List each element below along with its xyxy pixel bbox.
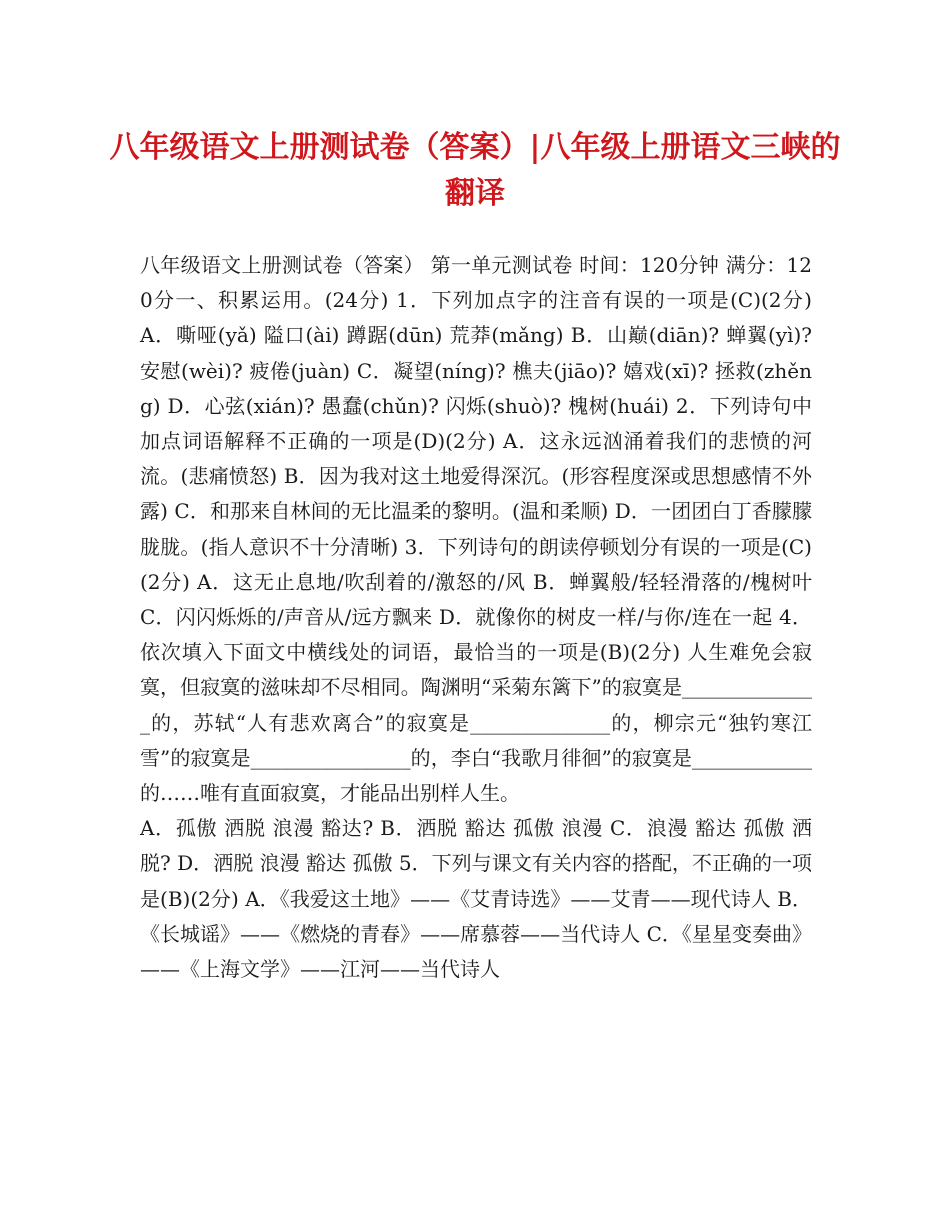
document-body [140, 248, 812, 987]
body-paragraph: 八年级语文上册测试卷（答案） 第一单元测试卷 时间：120分钟 满分：120分一、积累运用。(24分) 1．下列加点字的注音有误的一项是(C)(2分) A．嘶哑(yǎ) 隘口(ài) 蹲踞(dūn) 荒莽(mǎng) B．山巅(diān)? 蝉翼(yì)? 安慰(wèi)? 疲倦(juàn) C．凝望(níng)? 樵夫(jiāo)? 嬉戏(xī)? 拯救(zhěng) D．心弦(xián)? 愚蠢(chǔn)? 闪烁(shuò)? 槐树(huái) 2．下列诗句中加点词语解释不正确的一项是(D)(2分) A．这永远汹涌着我们的悲愤的河流。(悲痛愤怒) B．因为我对这土地爱得深沉。(形容程度深或思想感情不外露) C．和那来自林间的无比温柔的黎明。(温和柔顺) D．一团团白丁香朦朦胧胧。(指人意识不十分清晰) 3．下列诗句的朗读停顿划分有误的一项是(C)(2分) A．这无止息地/吹刮着的/激怒的/风 B．蝉翼般/轻轻滑落的/槐树叶 C．闪闪烁烁的/声音从/远方飘来 D．就像你的树皮一样/与你/连在一起 4．依次填入下面文中横线处的词语，最恰当的一项是(B)(2分) 人生难免会寂寞，但寂寞的滋味却不尽相同。陶渊明“采菊东篱下”的寂寞是______________的，苏轼“人有悲欢离合”的寂寞是______________的，柳宗元“独钓寒江雪”的寂寞是________________的，李白“我歌月徘徊”的寂寞是____________的……唯有直面寂寞，才能品出别样人生。 [140, 253, 812, 806]
document-title: 八年级语文上册测试卷（答案）|八年级上册语文三峡的翻译 [109, 130, 841, 211]
body-paragraph: A．孤傲 洒脱 浪漫 豁达? B．洒脱 豁达 孤傲 浪漫 C．浪漫 豁达 孤傲 洒脱? D．洒脱 浪漫 豁达 孤傲 5．下列与课文有关内容的搭配，不正确的一项是(B)(2分) A．《我爱这土地》——《艾青诗选》——艾青——现代诗人 B．《长城谣》——《燃烧的青春》——席慕蓉——当代诗人 C．《星星变奏曲》——《上海文学》——江河——当代诗人 [140, 816, 812, 982]
